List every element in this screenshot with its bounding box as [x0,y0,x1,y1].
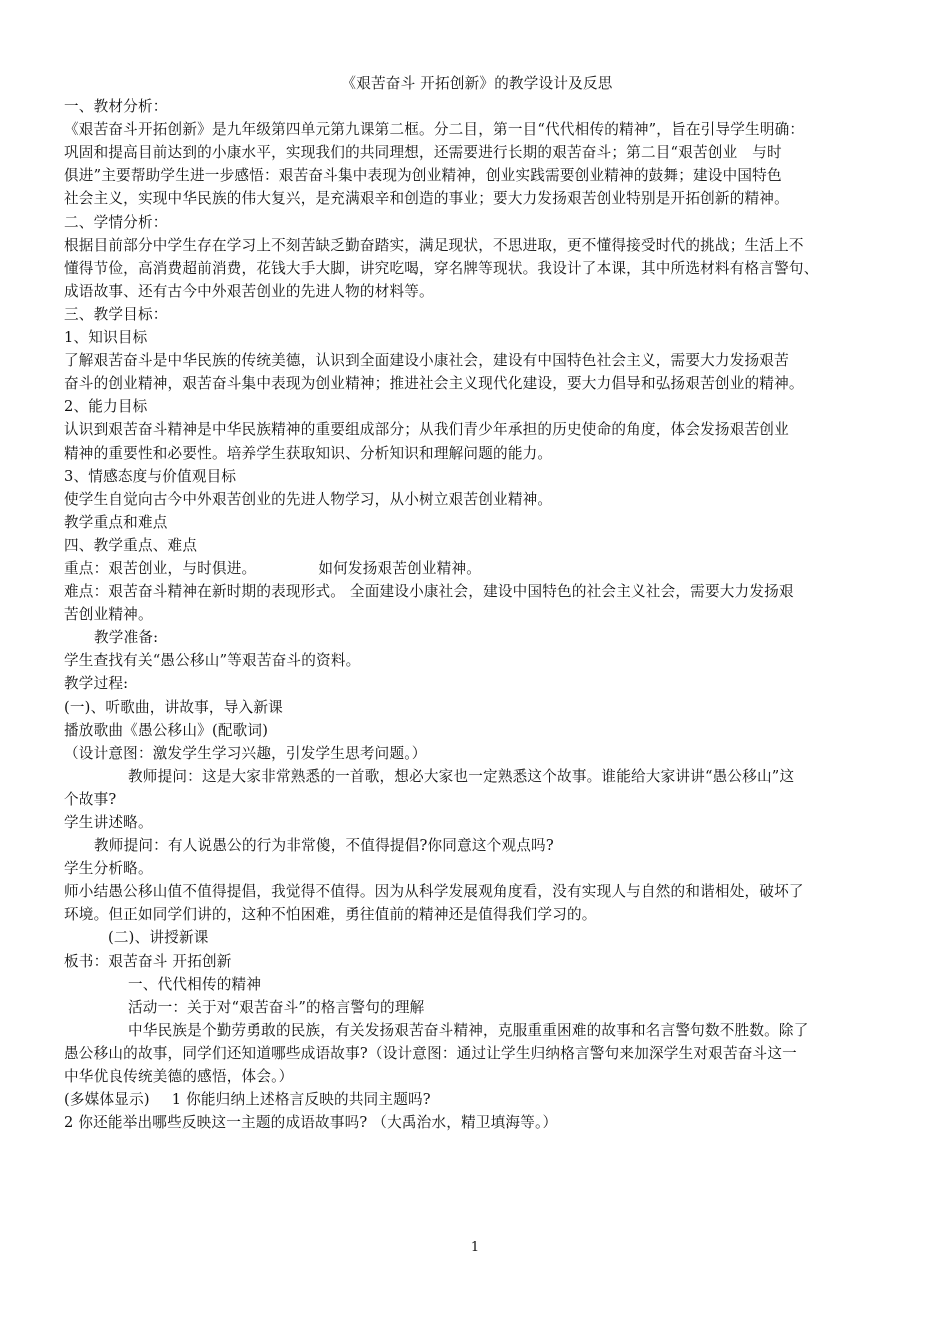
design-intent-note: （设计意图：激发学生学习兴趣，引发学生思考问题。） [64,744,427,762]
teacher-question-1: 教师提问：这是大家非常熟悉的一首歌，想必大家也一定熟悉这个故事。谁能给大家讲讲“愚公移山”这 [128,767,795,785]
teacher-question-2: 教师提问：有人说愚公的行为非常傻，不值得提倡?你同意这个观点吗? [94,837,554,855]
student-answer-1: 学生讲述略。 [64,814,153,831]
media-question-2: 2 你还能举出哪些反映这一主题的成语故事吗? （大禹治水，精卫填海等。） [64,1114,558,1132]
key-point-line [64,557,890,580]
heading-teaching-goals: 三、教学目标： [64,305,168,323]
paragraph-line: 懂得节俭，高消费超前消费，花钱大手大脚，讲究吃喝，穿名牌等现状。我设计了本课，其中所选材料有格言警句、 [64,259,819,277]
page-number: 1 [470,1240,480,1255]
paragraph-line: 根据目前部分中学生存在学习上不刻苦缺乏勤奋踏实，满足现状，不思进取，更不懂得接受时代的挑战；生活上不 [64,236,804,254]
heading-material-analysis: 一、教材分析： [64,98,168,116]
key-point-label: 重点：艰苦创业，与时俱进。 [64,559,257,577]
key-point-extra: 如何发扬艰苦创业精神。 [318,559,482,577]
paragraph-line: 精神的重要性和必要性。培养学生获取知识、分析知识和理解问题的能力。 [64,444,553,462]
subsection-heading: 一、代代相传的精神 [128,975,262,993]
paragraph-line: 奋斗的创业精神，艰苦奋斗集中表现为创业精神；推进社会主义现代化建设，要大力倡导和弘扬艰苦创业的精神。 [64,375,804,393]
paragraph-line: 愚公移山的故事，同学们还知道哪些成语故事?（设计意图：通过让学生归纳格言警句来加深学生对艰苦奋斗这一 [64,1044,797,1062]
paragraph-line: 认识到艰苦奋斗精神是中华民族精神的重要组成部分；从我们青少年承担的历史使命的角度，体会发扬艰苦创业 [64,421,789,439]
document-title: 《艰苦奋斗 开拓创新》的教学设计及反思 [341,75,613,92]
subheading-key-points: 教学重点和难点 [64,513,168,531]
board-line: 板书：艰苦奋斗 开拓创新 [64,952,232,970]
heading-key-points: 四、教学重点、难点 [64,536,198,554]
subheading-knowledge-goal: 1、知识目标 [64,329,148,347]
step-two-heading: (二)、讲授新课 [108,929,209,947]
subheading-ability-goal: 2、能力目标 [64,398,148,416]
difficulty-line: 难点：艰苦奋斗精神在新时期的表现形式。 全面建设小康社会，建设中国特色的社会主义社会，需要大力发扬艰 [64,583,794,601]
paragraph-line: 巩固和提高目前达到的小康水平，实现我们的共同理想，还需要进行长期的艰苦奋斗；第二目“艰苦创业 与时 [64,144,782,162]
paragraph-line: 社会主义，实现中华民族的伟大复兴，是充满艰辛和创造的事业；要大力发扬艰苦创业特别是开拓创新的精神。 [64,190,789,208]
paragraph-line: 学生分析略。 [64,860,153,878]
step-one-heading: (一)、听歌曲，讲故事，导入新课 [64,698,283,716]
subheading-emotion-goal: 3、情感态度与价值观目标 [64,467,237,485]
activity-heading: 活动一：关于对“艰苦奋斗”的格言警句的理解 [128,998,425,1016]
paragraph-line: 中华民族是个勤劳勇敢的民族，有关发扬艰苦奋斗精神，克服重重困难的故事和名言警句数不胜数。除了 [128,1021,809,1039]
process-heading: 教学过程: [64,675,129,693]
paragraph-line: 成语故事、还有古今中外艰苦创业的先进人物的材料等。 [64,282,434,300]
paragraph-line: 使学生自觉向古今中外艰苦创业的先进人物学习，从小树立艰苦创业精神。 [64,490,553,508]
paragraph-line: 学生查找有关“愚公移山”等艰苦奋斗的资料。 [64,652,361,670]
paragraph-line: 了解艰苦奋斗是中华民族的传统美德，认识到全面建设小康社会，建设有中国特色社会主义，需要大力发扬艰苦 [64,352,789,370]
paragraph-line: 播放歌曲《愚公移山》(配歌词) [64,721,269,739]
heading-student-analysis: 二、学情分析： [64,213,168,231]
teacher-question-1-cont: 个故事? [64,790,117,808]
paragraph-line: 俱进”主要帮助学生进一步感悟：艰苦奋斗集中表现为创业精神，创业实践需要创业精神的鼓舞；建设中国特色 [64,167,782,185]
media-line [64,1088,890,1111]
paragraph-line: 师小结愚公移山值不值得提倡，我觉得不值得。因为从科学发展观角度看，没有实现人与自然的和谐相处，破坏了 [64,883,804,901]
paragraph-line: 环境。但正如同学们讲的，这种不怕困难，勇往值前的精神还是值得我们学习的。 [64,906,597,924]
document-body [64,72,890,1134]
media-question-1: 1 你能归纳上述格言反映的共同主题吗? [171,1091,431,1109]
difficulty-line: 苦创业精神。 [64,606,153,624]
prep-heading: 教学准备: [94,629,159,647]
paragraph-line: 《艰苦奋斗开拓创新》是九年级第四单元第九课第二框。分二目，第一目“代代相传的精神”，旨在引导学生明确： [64,121,805,139]
paragraph-line: 中华优良传统美德的感悟，体会。） [64,1068,294,1086]
media-label: (多媒体显示) [64,1091,150,1109]
